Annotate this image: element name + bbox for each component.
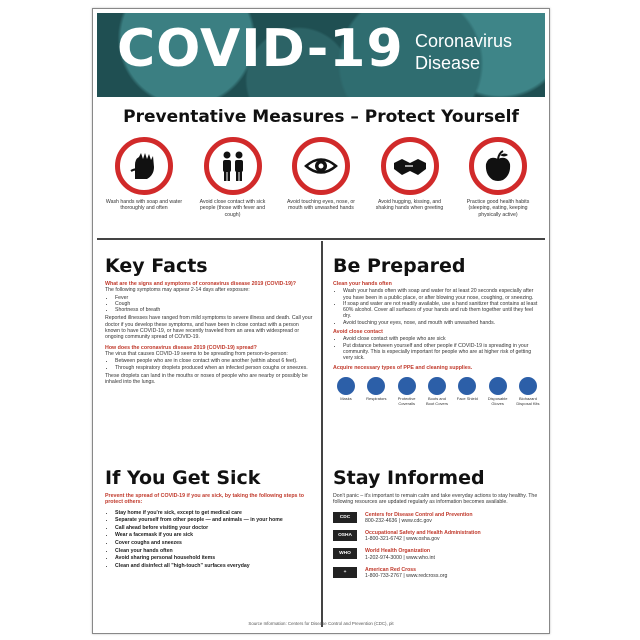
org-row [333,530,539,542]
list-item: • Avoid touching your eyes, nose, and mouth with unwashed hands. [343,320,541,326]
measures-heading: Preventative Measures – Protect Yourself [123,107,519,127]
measure-item [457,137,539,218]
key-facts-intro-2: The virus that causes COVID-19 seems to be spreading from person-to-person: [105,350,288,357]
red-cross-logo: + [333,567,357,578]
list-item: • Avoid sharing personal household items [115,555,311,563]
be-prepared-subheading-3: Acquire necessary types of PPE and cleaning supplies. [333,364,473,371]
ppe-item [485,377,511,407]
ppe-item [454,377,480,407]
org-row [333,548,539,560]
key-facts-heading: Key Facts [105,255,208,277]
list-item: • Shortness of breath [115,307,313,313]
measure-caption: Avoid close contact with sick people (those with fever and cough) [199,199,266,218]
list-item: • Between people who are in close contact with one another (within about 6 feet). [115,358,313,364]
list-item: • Call ahead before visiting your doctor [115,525,311,533]
list-item: • Clean your hands often [115,548,311,556]
be-prepared-heading: Be Prepared [333,255,466,277]
ppe-label: Masks [340,395,352,401]
if-sick-heading: If You Get Sick [105,467,261,489]
be-prepared-section [333,281,541,406]
people-icon [204,137,262,195]
cdc-logo: CDC [333,512,357,523]
who-logo: WHO [333,548,357,559]
section-divider [97,238,545,240]
list-item: • Put distance between yourself and other people if COVID-19 is spreading in your community. This is especially important for people who are at higher risk of getting very sick. [343,343,541,362]
org-contact: 1-202-974-3000 | www.who.int [365,554,435,561]
boots-icon [428,377,446,395]
measure-caption: Avoid hugging, kissing, and shaking hands when greeting [375,199,444,212]
poster-title: COVID-19 [117,19,404,79]
biohazard-icon [519,377,537,395]
org-name: Occupational Safety and Health Administration [365,530,481,536]
source-footnote: Source Information: Centers for Disease Control and Prevention (CDC), pit [248,621,394,626]
org-name: World Health Organization [365,548,431,555]
spread-list [105,358,313,371]
measure-caption: Avoid touching eyes, nose, or mouth with unwashed hands [287,199,355,212]
apple-icon [469,137,527,195]
list-item: • Cover coughs and sneezes [115,540,311,548]
measure-caption: Practice good health habits (sleeping, eating, keeping physically active) [466,199,530,218]
if-sick-intro: Prevent the spread of COVID-19 if you are sick, by taking the following steps to protect others: [105,493,304,506]
ppe-item [333,377,359,407]
stay-informed-intro: Don't panic – it's important to remain calm and take everyday actions to stay healthy. The following resources are updated regularly as information becomes available. [333,493,538,506]
stay-informed-section [333,493,539,579]
column-divider [321,241,323,627]
list-item: • Through respiratory droplets produced when an infected person coughs or sneezes. [115,365,313,371]
osha-logo: OSHA [333,530,357,541]
list-item: • Stay home if you're sick, except to get medical care [115,510,311,518]
ppe-item [363,377,389,407]
key-facts-question-2: How does the coronavirus disease 2019 (COVID-19) spread? [105,344,257,351]
measure-item [103,137,185,218]
ppe-label: Respirators [366,395,387,401]
list-item: • Clean and disinfect all "high-touch" surfaces everyday [115,563,311,571]
org-name: American Red Cross [365,566,417,573]
poster-subtitle-line2: Disease [415,53,481,73]
coveralls-icon [398,377,416,395]
if-sick-section [105,493,311,570]
stay-informed-heading: Stay Informed [333,467,485,489]
measure-item [192,137,274,218]
org-contact: 1-800-733-2767 | www.redcross.org [365,573,448,580]
handwashing-icon [115,137,173,195]
be-prepared-subheading-1: Clean your hands often [333,281,392,287]
measure-caption: Wash hands with soap and water thoroughly and often [105,199,183,212]
ppe-label: Disposable Gloves [487,395,508,406]
eye-icon [292,137,350,195]
list-item: • Wash your hands often with soap and water for at least 20 seconds especially after you have been in a public place, or after blowing your nose, coughing, or sneezing. [343,288,541,301]
if-sick-steps [105,510,311,571]
title-banner [97,13,545,97]
ppe-item [515,377,541,407]
key-facts-intro-1: The following symptoms may appear 2-14 days after exposure: [105,287,250,294]
list-item: • Fever [115,295,313,301]
gloves-icon [489,377,507,395]
measure-item [369,137,451,218]
respirator-icon [367,377,385,395]
ppe-item [424,377,450,407]
org-contact: 800-232-4636 | www.cdc.gov [365,517,432,524]
avoid-contact-list [333,336,541,361]
ppe-label: Protective Coveralls [397,395,416,406]
org-name: Centers for Disease Control and Prevention [365,511,473,518]
ppe-item [394,377,420,407]
preventative-icons-row [103,137,539,218]
key-facts-body-2: These droplets can land in the mouths or noses of people who are nearby or possibly be inhaled into the lungs. [105,372,308,386]
org-row [333,567,539,579]
measure-item [280,137,362,218]
list-item: • Wear a facemask if you are sick [115,532,311,540]
covid-poster [92,8,550,634]
face-shield-icon [458,377,476,395]
ppe-label: Boots and Boot Covers [425,395,448,406]
org-row [333,512,539,524]
ppe-label: Face Shield [456,395,478,401]
list-item: • If soap and water are not readily available, use a hand sanitizer that contains at least 60% alcohol. Cover all surfaces of your hands and rub them together until they feel dry. [343,301,541,320]
mask-icon [337,377,355,395]
symptoms-list [105,295,313,314]
key-facts-question-1: What are the signs and symptoms of coronavirus disease 2019 (COVID-19)? [105,281,297,287]
handshake-icon [381,137,439,195]
list-item: • Separate yourself from other people — and animals — in your home [115,517,311,525]
key-facts-section [105,281,313,385]
org-contact: 1-800-321-6742 | www.osha.gov [365,536,440,543]
list-item: • Avoid close contact with people who are sick [343,336,541,342]
be-prepared-subheading-2: Avoid close contact [333,329,383,336]
ppe-label: Biohazard Disposal Kits [516,395,540,406]
clean-hands-list [333,288,541,326]
list-item: • Cough [115,301,313,307]
ppe-icons-row [333,377,541,407]
key-facts-body-1: Reported illnesses have ranged from mild symptoms to severe illness and death. Call your doctor if you develop these symptoms, and have been in close contact with a person known to have COVID-19, or have recently traveled from an area with widespread or ongoing community spread of COVID-19. [105,315,313,341]
poster-subtitle-line1: Coronavirus [415,31,513,51]
